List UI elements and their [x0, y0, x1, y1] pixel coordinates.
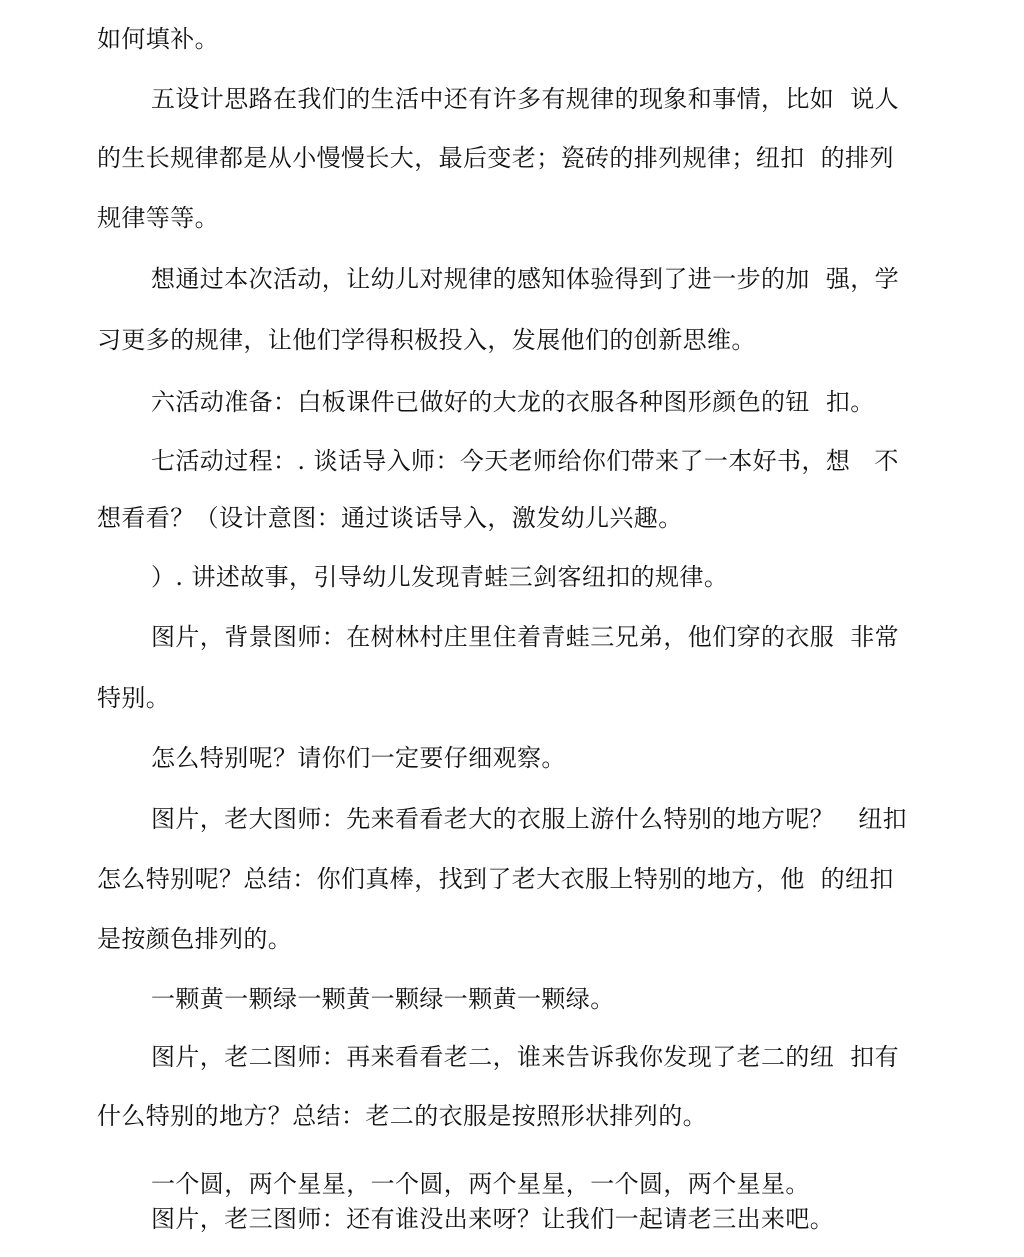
text-line: 图片，老大图师：先来看看老大的衣服上游什么特别的地方呢？ 纽扣 — [151, 805, 908, 833]
text-line: 一个圆，两个星星，一个圆，两个星星，一个圆，两个星星。 — [151, 1170, 810, 1198]
text-line: 六活动准备：白板课件已做好的大龙的衣服各种图形颜色的钮 扣。 — [151, 388, 875, 416]
text-line: 特别。 — [97, 684, 171, 712]
text-line: 图片，老三图师：还有谁没出来呀？让我们一起请老三出来吧。 — [151, 1205, 835, 1233]
text-line: 是按颜色排列的。 — [97, 925, 293, 953]
text-line: 五设计思路在我们的生活中还有许多有规律的现象和事情，比如 说人 — [151, 85, 900, 113]
text-line: 如何填补。 — [97, 25, 219, 53]
text-line: 七活动过程：. 谈话导入师：今天老师给你们带来了一本好书，想 不 — [151, 447, 899, 475]
text-line: 怎么特别呢？总结：你们真棒，找到了老大衣服上特别的地方，他 的纽扣 — [97, 865, 894, 893]
text-line: 怎么特别呢？请你们一定要仔细观察。 — [151, 744, 566, 772]
text-line: 图片，老二图师：再来看看老二，谁来告诉我你发现了老二的纽 扣有 — [151, 1043, 900, 1071]
text-line: 想通过本次活动，让幼儿对规律的感知体验得到了进一步的加 强，学 — [151, 265, 900, 293]
text-line: 规律等等。 — [97, 204, 219, 232]
text-line: ）. 讲述故事，引导幼儿发现青蛙三剑客纽扣的规律。 — [151, 563, 729, 591]
text-line: 习更多的规律，让他们学得积极投入，发展他们的创新思维。 — [97, 326, 756, 354]
text-line: 什么特别的地方？总结：老二的衣服是按照形状排列的。 — [97, 1102, 707, 1130]
text-line: 的生长规律都是从小慢慢长大，最后变老；瓷砖的排列规律；纽扣 的排列 — [97, 144, 894, 172]
text-line: 图片，背景图师：在树林村庄里住着青蛙三兄弟，他们穿的衣服 非常 — [151, 623, 900, 651]
text-line: 想看看？（设计意图：通过谈话导入，激发幼儿兴趣。 — [97, 504, 683, 532]
text-line: 一颗黄一颗绿一颗黄一颗绿一颗黄一颗绿。 — [151, 985, 615, 1013]
